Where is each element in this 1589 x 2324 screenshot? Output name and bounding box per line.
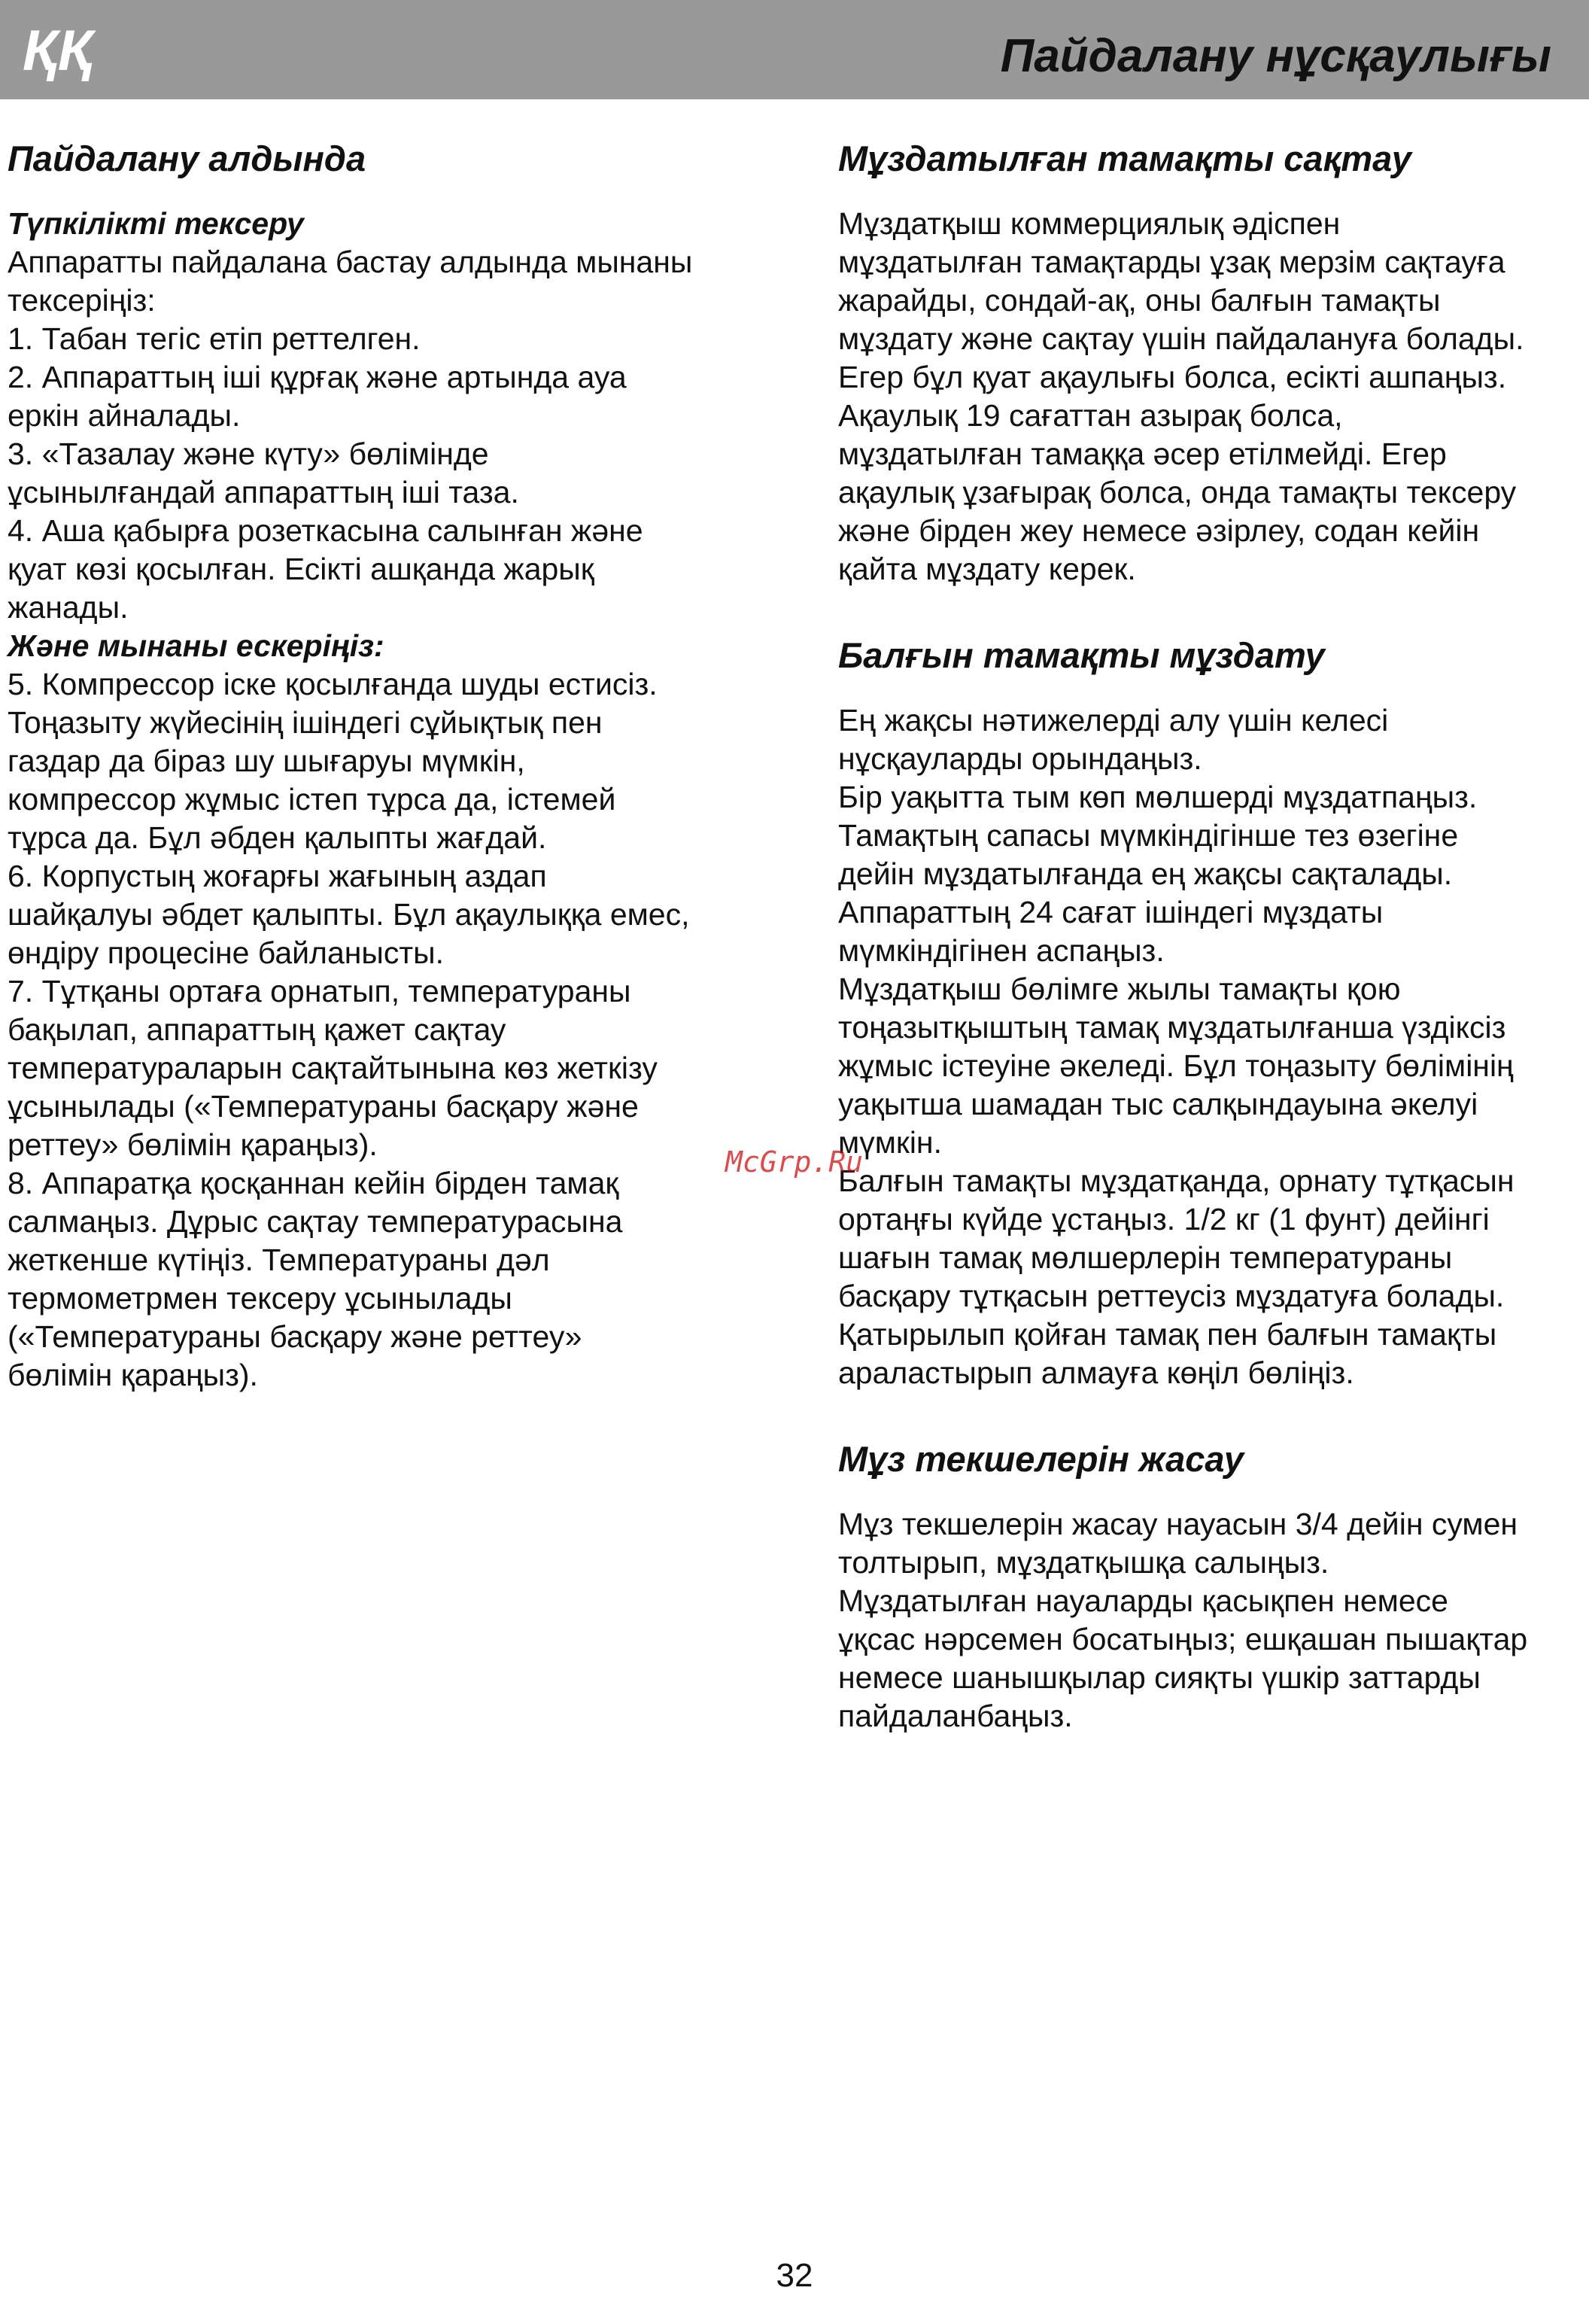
text-line: салмаңыз. Дұрыс сақтау температурасына (8, 1204, 623, 1239)
text-line: мұздатылған тамаққа әсер етілмейді. Егер (838, 437, 1447, 471)
text-line: пайдаланбаңыз. (838, 1699, 1073, 1733)
language-code: ҚҚ (23, 19, 93, 83)
text-line: термометрмен тексеру ұсынылады (8, 1281, 512, 1316)
text-line: уақытша шамадан тыс салқындауына әкелуі (838, 1087, 1478, 1121)
document-title: Пайдалану нұсқаулығы (1000, 30, 1551, 82)
text-line: мұздату және сақтау үшін пайдалануға болады. (838, 321, 1524, 356)
text-line: 3. «Тазалау және күту» бөлімінде (8, 437, 489, 471)
text-line: шайқалуы әбдет қалыпты. Бұл ақаулыққа емес, (8, 897, 690, 932)
text-line: («Температураны басқару және реттеу» (8, 1319, 582, 1354)
text-line: мүмкіндігінен аспаңыз. (838, 933, 1165, 968)
text-line: дейін мұздатылғанда ең жақсы сақталады. (838, 856, 1453, 891)
text-line: араластырып алмауға көңіл бөліңіз. (838, 1355, 1354, 1390)
text-line: 1. Табан тегіс етіп реттелген. (8, 321, 421, 356)
text-line: Мұздатқыш бөлімге жылы тамақты қою (838, 972, 1401, 1006)
text-line: ұсынылғандай аппараттың іші таза. (8, 475, 519, 510)
text-line: ақаулық ұзағырақ болса, онда тамақты тексеру (838, 475, 1517, 510)
text-line: тексеріңіз: (8, 283, 156, 318)
section-gap (838, 589, 1589, 610)
text-line: тұрса да. Бұл әбден қалыпты жағдай. (8, 820, 547, 855)
text-line: өндіру процесіне байланысты. (8, 935, 445, 970)
section-heading: Мұз текшелерін жасау (838, 1439, 1244, 1479)
text-line: Ең жақсы нәтижелерді алу үшін келесі (838, 703, 1389, 738)
text-line: нұсқауларды орындаңыз. (838, 741, 1202, 776)
text-line: 6. Корпустың жоғарғы жағының аздап (8, 859, 547, 893)
section (838, 134, 1589, 589)
text-line: бөлімін қараңыз). (8, 1358, 258, 1392)
text-line: реттеу» бөлімін қараңыз). (8, 1127, 378, 1162)
section-heading: Пайдалану алдында (8, 138, 366, 178)
section (838, 589, 1589, 1392)
text-line: Мұздатқыш коммерциялық әдіспен (838, 206, 1341, 241)
text-line: 5. Компрессор іске қосылғанда шуды естисіз. (8, 667, 658, 701)
text-line: Егер бұл қуат ақаулығы болса, есікті ашпаңыз. (838, 360, 1507, 394)
text-line: Аппараттың 24 сағат ішіндегі мұздаты (838, 895, 1384, 929)
watermark: McGrp.Ru (725, 1145, 864, 1179)
text-line: ұқсас нәрсемен босатыңыз; ешқашан пышақтар (838, 1622, 1528, 1656)
text-line: Аппаратты пайдалана бастау алдында мынаны (8, 245, 693, 279)
text-line: жұмыс істеуіне әкеледі. Бұл тоңазыту бөлімінің (838, 1048, 1514, 1083)
text-line: және бірден жеу немесе әзірлеу, содан кейін (838, 513, 1480, 548)
text-line: Тоңазыту жүйесінің ішіндегі сұйықтық пен (8, 705, 603, 740)
text-line: жеткенше күтіңіз. Температураны дәл (8, 1243, 550, 1277)
text-line: қайта мұздату керек. (838, 552, 1136, 586)
text-line: Мұздатылған науаларды қасықпен немесе (838, 1583, 1448, 1618)
text-line: мүмкін. (838, 1125, 942, 1160)
text-line: ұсынылады («Температураны басқару және (8, 1089, 639, 1124)
text-line: қуат көзі қосылған. Есікті ашқанда жарық (8, 552, 594, 586)
text-line: Ақаулық 19 сағаттан азырақ болса, (838, 398, 1343, 433)
text-line: Тамақтың сапасы мүмкіндігінше тез өзегіне (838, 818, 1459, 853)
section-gap (838, 1392, 1589, 1413)
text-line: Бір уақытта тым көп мөлшерді мұздатпаңыз. (838, 780, 1478, 814)
section-heading: Балғын тамақты мұздату (838, 635, 1325, 675)
text-line: ортаңғы күйде ұстаңыз. 1/2 кг (1 фунт) дейінгі (838, 1202, 1490, 1237)
text-line: немесе шанышқылар сияқты үшкір заттарды (838, 1660, 1481, 1695)
text-line: газдар да біраз шу шығаруы мүмкін, (8, 744, 525, 778)
text-line: шағын тамақ мөлшерлерін температураны (838, 1240, 1453, 1275)
text-line: 7. Тұтқаны ортаға орнатып, температураны (8, 974, 631, 1008)
text-line: жарайды, сондай-ақ, оны балғын тамақты (838, 283, 1441, 318)
text-line: басқару тұтқасын реттеусіз мұздатуға болады. (838, 1279, 1505, 1313)
text-line: 4. Аша қабырға розеткасына салынған және (8, 513, 643, 548)
text-line: температураларын сақтайтынына көз жеткізу (8, 1051, 658, 1085)
text-line: компрессор жұмыс істеп тұрса да, істемей (8, 782, 616, 817)
section (838, 1392, 1589, 1735)
text-line: еркін айналады. (8, 398, 241, 433)
page-number: 32 (776, 2257, 813, 2294)
text-line: тоңазытқыштың тамақ мұздатылғанша үздіксіз (838, 1010, 1506, 1045)
text-line: бақылап, аппараттың қажет сақтау (8, 1012, 506, 1047)
left-column (8, 113, 760, 1395)
text-line: толтырып, мұздатқышқа салыңыз. (838, 1545, 1329, 1580)
text-line: 8. Аппаратқа қосқаннан кейін бірден тамақ (8, 1166, 619, 1200)
subheading: Және мынаны ескеріңіз: (8, 628, 384, 663)
header-bar (0, 0, 1589, 99)
right-column (838, 113, 1589, 1735)
text-line: жанады. (8, 590, 129, 625)
text-line: 2. Аппараттың іші құрғақ және артында ауа (8, 360, 627, 394)
text-line: Қатырылып қойған тамақ пен балғын тамақты (838, 1317, 1497, 1352)
text-line: мұздатылған тамақтарды ұзақ мерзім сақтауға (838, 245, 1505, 279)
section-heading: Мұздатылған тамақты сақтау (838, 138, 1411, 178)
subheading: Түпкілікті тексеру (8, 206, 304, 241)
left-column-body (8, 205, 760, 1395)
text-line: Балғын тамақты мұздатқанда, орнату тұтқасын (838, 1164, 1515, 1198)
text-line: Мұз текшелерін жасау науасын 3/4 дейін сумен (838, 1507, 1518, 1541)
